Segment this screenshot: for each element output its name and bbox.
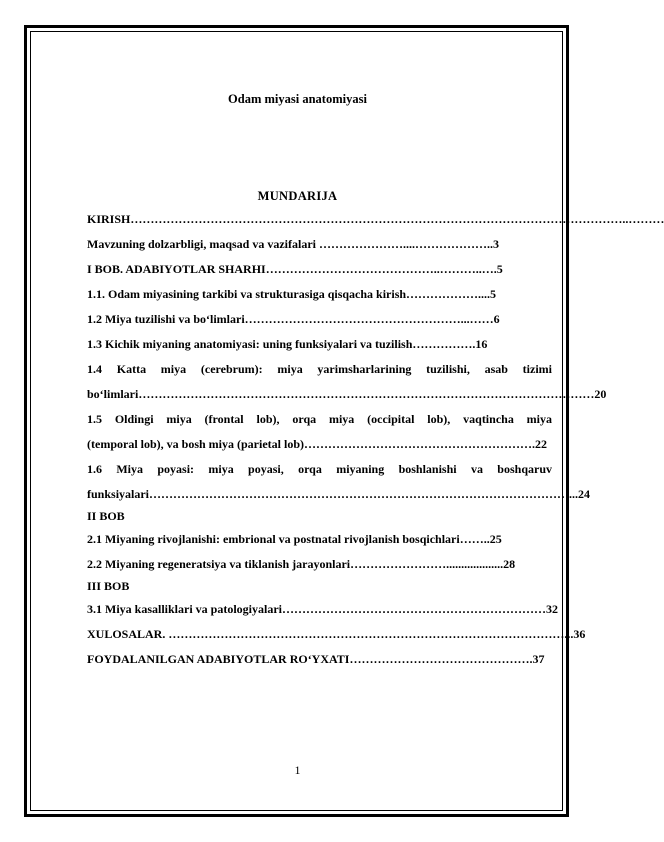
toc-entry-chapter-1: I BOB. ADABIYOTLAR SHARHI……………………………………..………..….5	[87, 262, 503, 276]
toc-entry-xulosalar: XULOSALAR. ………………………………………………………………………………………...36	[87, 627, 586, 641]
toc-entry-1-5-line2: (temporal lob), va bosh miya (parietal lob)………………………………………………….22	[87, 437, 547, 451]
toc-heading: MUNDARIJA	[257, 189, 338, 203]
toc-entry-2-1: 2.1 Miyaning rivojlanishi: embrional va postnatal rivojlanish bosqichlari……..25	[87, 532, 502, 546]
toc-entry-kirish: KIRISH……………………………………………………………………………………………………………..………	[87, 212, 664, 226]
document-title: Odam miyasi anatomiyasi	[228, 92, 367, 106]
toc-entry-1-4-line2: bo‘limlari……………………………………………………………………………………………………20	[87, 387, 607, 401]
toc-entry-1-2: 1.2 Miya tuzilishi va bo‘limlari………………………………………………...……6	[87, 312, 500, 326]
toc-entry-1-1: 1.1. Odam miyasining tarkibi va strukturasiga qisqacha kirish………………....5	[87, 287, 497, 301]
page-number: 1	[294, 763, 301, 777]
toc-entry-chapter-3: III BOB	[87, 579, 130, 593]
toc-entry-1-6-line2: funksiyalari……………………………………………………………………………………………...24	[87, 487, 591, 501]
toc-entry-references: FOYDALANILGAN ADABIYOTLAR RO‘YXATI……………………………………….37	[87, 652, 545, 666]
toc-entry-3-1: 3.1 Miya kasalliklari va patologiyalari…………………………………………………………32	[87, 602, 559, 616]
toc-entry-dolzarblik: Mavzuning dolzarbligi, maqsad va vazifalari …………………....………………..3	[87, 237, 500, 251]
toc-entry-1-3: 1.3 Kichik miyaning anatomiyasi: uning funksiyalari va tuzilish…………….16	[87, 337, 488, 351]
toc-entry-2-2: 2.2 Miyaning regeneratsiya va tiklanish jarayonlari……………………...................28	[87, 557, 516, 571]
toc-entry-1-4-line1: 1.4 Katta miya (cerebrum): miya yarimsharlarining tuzilishi, asab tizimi	[87, 362, 552, 376]
toc-entry-chapter-2: II BOB	[87, 509, 125, 523]
toc-entry-1-6-line1: 1.6 Miya poyasi: miya poyasi, orqa miyaning boshlanishi va boshqaruv	[87, 462, 552, 476]
toc-entry-1-5-line1: 1.5 Oldingi miya (frontal lob), orqa miya (occipital lob), vaqtincha miya	[87, 412, 552, 426]
